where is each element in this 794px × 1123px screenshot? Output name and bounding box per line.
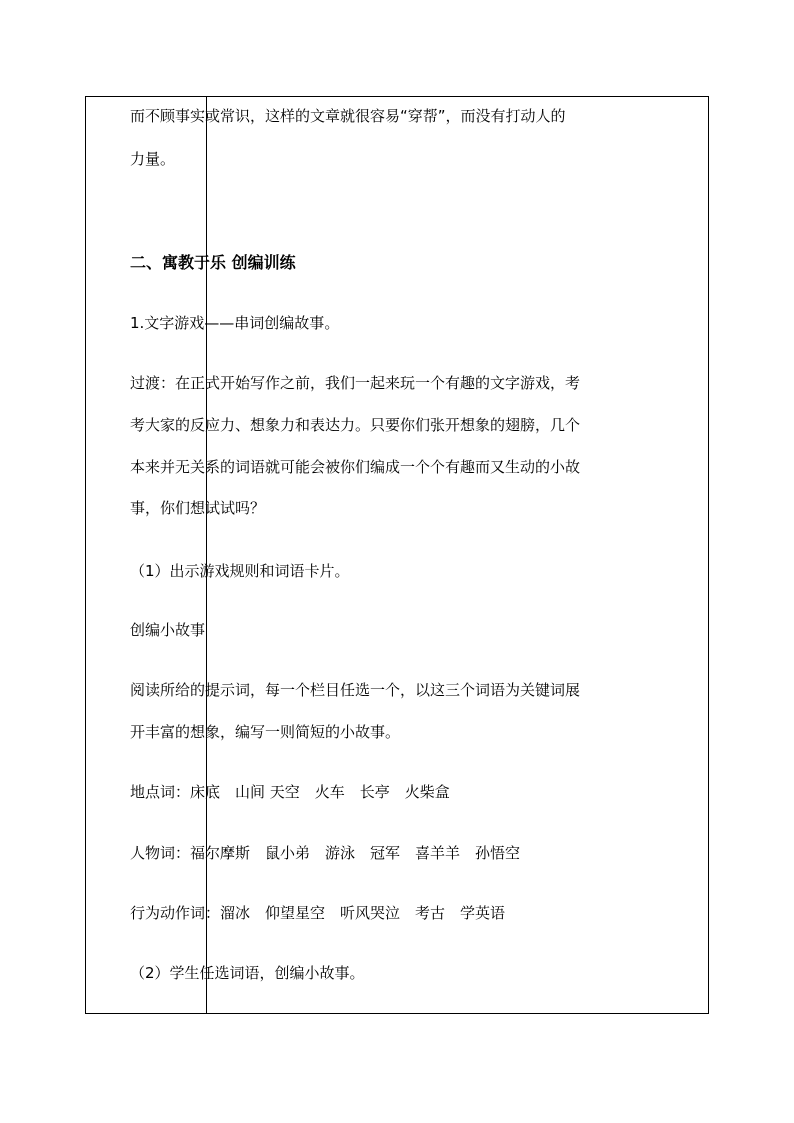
instructions-line: 阅读所给的提示词，每一个栏目任选一个，以这三个词语为关键词展: [130, 681, 581, 699]
action-words: 行为动作词：溜冰 仰望星空 听风哭泣 考古 学英语: [130, 904, 506, 922]
lesson-table: [85, 96, 709, 1014]
table-right-cell: [207, 97, 708, 1013]
transition-line: 事，你们想试试吗？: [130, 499, 266, 517]
section-heading: 二、寓教于乐 创编训练: [130, 253, 296, 272]
activity-item: 1.文字游戏——串词创编故事。: [130, 314, 340, 332]
instructions-line: 开丰富的想象，编写一则简短的小故事。: [130, 723, 401, 741]
place-words: 地点词：床底 山间 天空 火车 长亭 火柴盒: [130, 783, 450, 801]
transition-line: 本来并无关系的词语就可能会被你们编成一个个有趣而又生动的小故: [130, 458, 581, 476]
step-item: （1）出示游戏规则和词语卡片。: [130, 562, 350, 580]
transition-line: 过渡：在正式开始写作之前，我们一起来玩一个有趣的文字游戏，考: [130, 374, 581, 392]
card-title: 创编小故事: [130, 621, 206, 639]
step-item: （2）学生任选词语，创编小故事。: [130, 964, 365, 982]
table-left-cell: [86, 97, 207, 1013]
character-words: 人物词：福尔摩斯 鼠小弟 游泳 冠军 喜羊羊 孙悟空: [130, 844, 521, 862]
transition-line: 考大家的反应力、想象力和表达力。只要你们张开想象的翅膀，几个: [130, 416, 581, 434]
paragraph-line: 力量。: [130, 150, 176, 168]
paragraph-line: 而不顾事实或常识，这样的文章就很容易“穿帮”，而没有打动人的: [130, 107, 566, 125]
